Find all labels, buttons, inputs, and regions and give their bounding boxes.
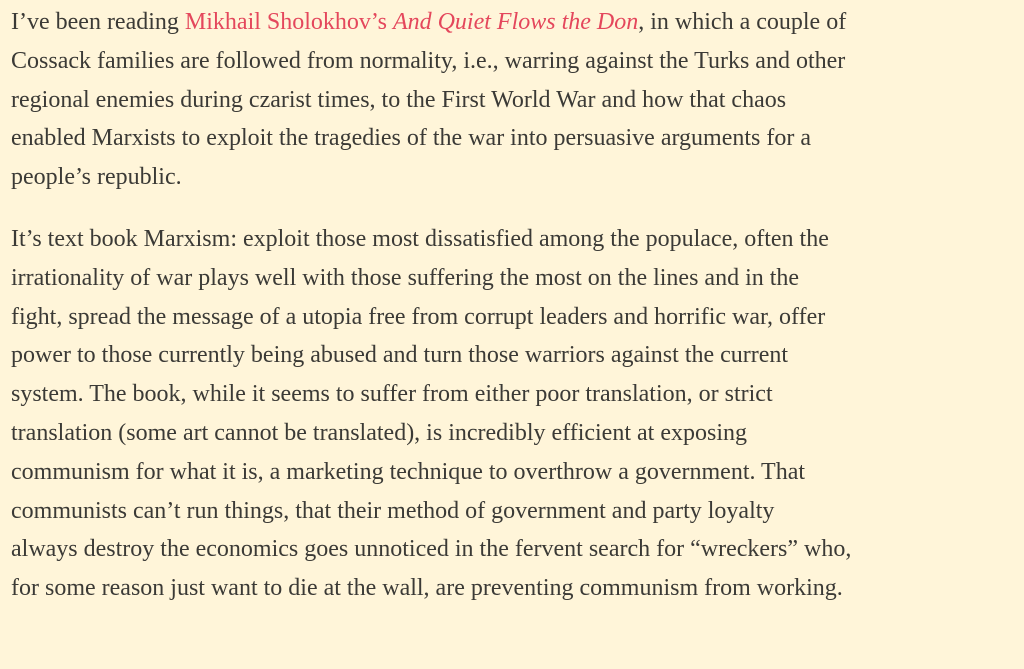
paragraph-line: enabled Marxists to exploit the tragedies of the war into persuasive arguments for a bbox=[11, 125, 811, 152]
paragraph-line: communists can’t run things, that their method of government and party loyalty bbox=[11, 497, 775, 524]
paragraph-line: for some reason just want to die at the wall, are preventing communism from working. bbox=[11, 575, 843, 602]
paragraph-2 bbox=[11, 220, 1015, 608]
paragraph-line: power to those currently being abused and turn those warriors against the current bbox=[11, 342, 789, 369]
paragraph-line: fight, spread the message of a utopia free from corrupt leaders and horrific war, offer bbox=[11, 303, 826, 330]
book-author-link-text: Mikhail Sholokhov’s bbox=[184, 9, 393, 35]
paragraph-line: people’s republic. bbox=[11, 164, 182, 191]
paragraph-line: always destroy the economics goes unnoticed in the fervent search for “wreckers” who, bbox=[11, 536, 852, 563]
line-rest-text: , in which a couple of bbox=[638, 9, 847, 35]
paragraph-line: It’s text book Marxism: exploit those most dissatisfied among the populace, often the bbox=[11, 225, 829, 252]
book-title-link-text: And Quiet Flows the Don bbox=[392, 9, 639, 35]
book-link[interactable] bbox=[185, 9, 638, 35]
paragraph-line: translation (some art cannot be translated), is incredibly efficient at exposing bbox=[11, 419, 747, 446]
paragraph-line bbox=[11, 3, 1015, 42]
paragraph-line: Cossack families are followed from normality, i.e., warring against the Turks and other bbox=[11, 47, 846, 74]
paragraph-line: communism for what it is, a marketing technique to overthrow a government. That bbox=[11, 458, 806, 485]
lead-text: I’ve been reading bbox=[11, 9, 185, 35]
paragraph-1 bbox=[11, 3, 1015, 197]
paragraph-line: regional enemies during czarist times, to the First World War and how that chaos bbox=[11, 86, 787, 113]
paragraph-line: system. The book, while it seems to suffer from either poor translation, or strict bbox=[11, 381, 773, 408]
article-body bbox=[11, 3, 1015, 608]
paragraph-line: irrationality of war plays well with those suffering the most on the lines and in the bbox=[11, 264, 800, 291]
